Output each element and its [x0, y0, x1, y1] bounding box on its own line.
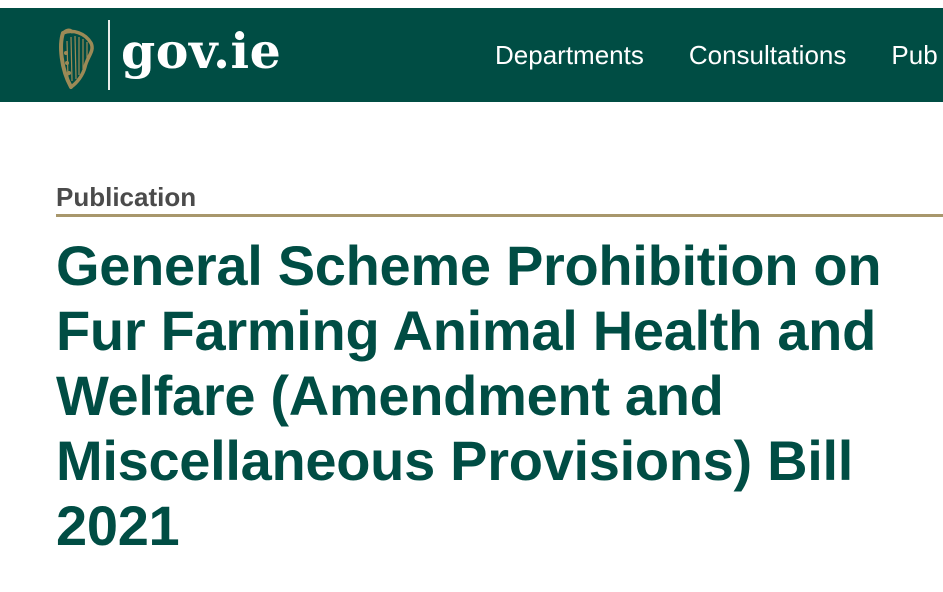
- page-title-line: General Scheme Prohibition on: [56, 234, 882, 297]
- harp-icon: [55, 27, 97, 91]
- nav-link-consultations[interactable]: Consultations: [688, 39, 847, 70]
- page-title-line: 2021: [56, 494, 180, 557]
- page-title-line: Welfare (Amendment and: [56, 364, 724, 427]
- nav-link-departments[interactable]: Departments: [495, 39, 644, 70]
- site-logo-link[interactable]: gov.ie: [121, 22, 282, 80]
- nav-link-publications[interactable]: Pub: [891, 39, 938, 70]
- page-type-label: Publication: [56, 182, 197, 212]
- page-title-line: Miscellaneous Provisions) Bill: [56, 429, 854, 492]
- main-nav: [495, 8, 943, 102]
- logo-divider: [108, 20, 110, 90]
- site-header: [0, 8, 943, 102]
- page-title: [56, 233, 936, 558]
- eyebrow-rule: [56, 214, 943, 217]
- page-title-line: Fur Farming Animal Health and: [56, 299, 876, 362]
